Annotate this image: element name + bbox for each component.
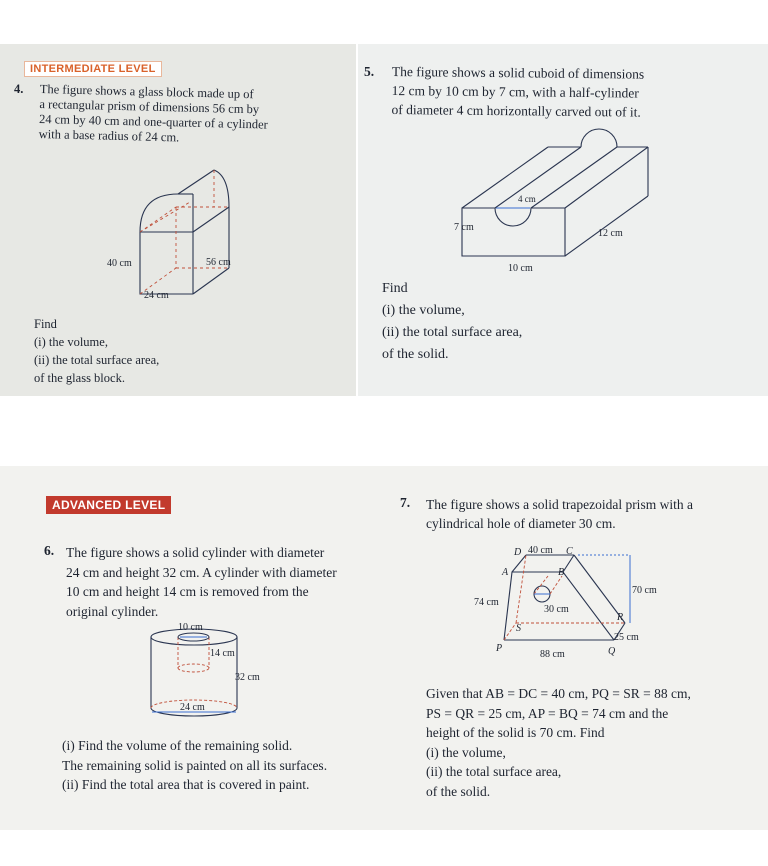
q6-line-4: original cylinder. <box>66 603 159 619</box>
q4-line-2: a rectangular prism of dimensions 56 cm by <box>39 96 260 117</box>
q5-line-1: The figure shows a solid cuboid of dimensions <box>391 63 645 82</box>
q7-vertex-R: R <box>617 612 624 623</box>
q7-vertex-P: P <box>496 643 503 654</box>
q7-label-right: 70 cm <box>632 585 657 596</box>
q5-label-width: 10 cm <box>508 263 533 274</box>
q6-part-i: (i) Find the volume of the remaining solid. <box>62 738 293 753</box>
q6-label-inner-height: 14 cm <box>210 648 235 659</box>
q7-item-i: (i) the volume, <box>426 744 506 760</box>
q4-tail: of the glass block. <box>34 371 125 385</box>
q5-line-3: of diameter 4 cm horizontally carved out of it. <box>391 101 641 120</box>
q7-given-block <box>426 684 691 801</box>
q4-number: 4. <box>14 82 24 96</box>
intermediate-level-badge: INTERMEDIATE LEVEL <box>24 61 162 77</box>
q7-label-top: 40 cm <box>528 545 553 556</box>
q7-vertex-S: S <box>516 623 521 634</box>
q7-vertex-D: D <box>514 547 522 558</box>
q5-item-i: (i) the volume, <box>382 303 465 318</box>
q6-part-ii: (ii) Find the total area that is covered in paint. <box>62 777 310 792</box>
q4-label-height: 40 cm <box>107 258 132 269</box>
advanced-level-badge: ADVANCED LEVEL <box>46 496 171 514</box>
q4-item-ii: (ii) the total surface area, <box>34 353 160 367</box>
q7-vertex-A: A <box>502 567 509 578</box>
q5-find-block <box>382 278 522 366</box>
q4-line-3: 24 cm by 40 cm and one-quarter of a cylinder <box>38 111 268 132</box>
q7-number: 7. <box>400 495 411 510</box>
q7-label-hole: 30 cm <box>544 604 569 615</box>
q7-given-2: PS = QR = 25 cm, AP = BQ = 74 cm and the <box>426 705 669 721</box>
q4-label-length: 56 cm <box>206 257 231 268</box>
q4-label-width: 24 cm <box>144 290 169 301</box>
q7-given-1: Given that AB = DC = 40 cm, PQ = SR = 88 cm, <box>426 686 691 701</box>
q4-line-4: with a base radius of 24 cm. <box>38 126 180 145</box>
q6-number: 6. <box>44 543 55 558</box>
q6-line-3: 10 cm and height 14 cm is removed from the <box>66 584 309 599</box>
q7-tail: of the solid. <box>426 783 491 799</box>
q6-label-inner-diameter: 10 cm <box>178 622 203 633</box>
q5-find: Find <box>382 281 408 296</box>
q5-item-ii: (ii) the total surface area, <box>382 325 523 340</box>
q7-given-3: height of the solid is 70 cm. Find <box>426 725 605 740</box>
q6-line-2: 24 cm and height 32 cm. A cylinder with diameter <box>66 564 337 580</box>
q7-vertex-B: B <box>558 567 565 578</box>
q7-label-slant: 25 cm <box>614 632 639 643</box>
q6-label-outer-height: 32 cm <box>235 672 260 683</box>
question-5-panel <box>358 44 768 396</box>
q5-tail: of the solid. <box>382 347 449 362</box>
q5-label-height: 7 cm <box>454 222 474 233</box>
q4-find: Find <box>34 317 57 331</box>
q6-middle: The remaining solid is painted on all its surfaces. <box>62 757 328 773</box>
q7-item-ii: (ii) the total surface area, <box>426 764 562 779</box>
q7-label-left: 74 cm <box>474 597 499 608</box>
q7-line-2: cylindrical hole of diameter 30 cm. <box>426 516 616 531</box>
q6-label-outer-diameter: 24 cm <box>180 702 205 713</box>
q6-line-1: The figure shows a solid cylinder with diameter <box>66 545 325 560</box>
q7-vertex-C: C <box>566 546 573 557</box>
q7-vertex-Q: Q <box>608 646 616 657</box>
q4-line-1: The figure shows a glass block made up of <box>39 82 254 102</box>
q5-line-2: 12 cm by 10 cm by 7 cm, with a half-cylinder <box>391 82 639 101</box>
q5-number: 5. <box>364 64 375 79</box>
advanced-panel <box>0 466 768 830</box>
q4-item-i: (i) the volume, <box>34 335 108 349</box>
q7-line-1: The figure shows a solid trapezoidal prism with a <box>426 497 693 512</box>
q7-label-bottom: 88 cm <box>540 649 565 660</box>
q5-label-diameter: 4 cm <box>518 194 536 204</box>
q5-label-depth: 12 cm <box>598 228 623 239</box>
q4-find-block <box>34 315 159 387</box>
question-4-panel <box>0 44 356 396</box>
